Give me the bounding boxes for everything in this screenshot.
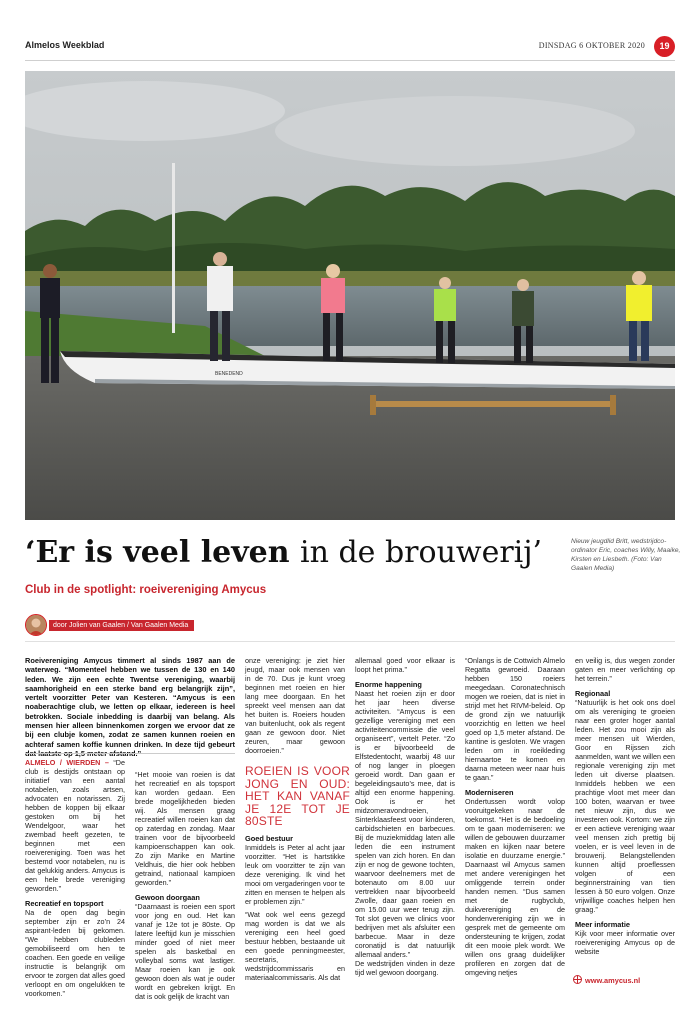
globe-icon — [573, 975, 582, 984]
headline-light-part: in de brouwerij’ — [300, 535, 543, 570]
author-avatar — [25, 614, 47, 636]
website-link[interactable] — [573, 975, 640, 985]
column-3-paragraph-2: Inmiddels is Peter al acht jaar voorzitter. “Het is hartstikke leuk om voorzitter te zijn van deze vereniging. Ik vind het mooi om vergaderingen voor te zitten en mensen te helpen als er problemen zijn.” — [245, 842, 345, 906]
website-url[interactable]: www.amycus.nl — [585, 976, 641, 985]
column-6-paragraph-3: Kijk voor meer informatie over roeivereniging Amycus op de website — [575, 929, 675, 956]
column-2-paragraph-2: “Daarnaast is roeien een sport voor jong en oud. Het kan vanaf je 12e tot je 80ste. Op latere leeftijd kun je misschien minder goed of niet meer spelen als basketbal en volleybal soms wat lastiger. Maar roeien kan je ook gewoon doen als wat je ouder wordt en gebreken krijgt. En dat is ook gelijk de kracht van — [135, 902, 235, 1001]
headline-bold-part: ‘Er is veel leven — [25, 535, 290, 570]
intro-divider — [25, 753, 235, 754]
column-6 — [575, 656, 675, 956]
subheading-regionaal: Regionaal — [575, 689, 611, 698]
pull-quote: ROEIEN IS VOOR JONG EN OUD: HET KAN VANAF JE 12E TOT JE 80STE — [245, 764, 350, 828]
article-photo — [25, 71, 675, 520]
column-6-paragraph-2: “Natuurlijk is het ook ons doel om als vereniging te groeien naar een groter hoger aantal leden. Het zou mooi zijn als meer mensen uit Wierden, Goor en Rijssen zich aanmelden, want we willen een regionale vereniging zijn met leden uit diverse plaatsen. Inmiddels hebben we een prachtige vloot met meer dan 100 boten, waarvan er twee net nieuw zijn, dus we investeren ook. Kortom: we zijn er een actieve vereniging waar veel mensen zich prettig bij voelen, er is veel leven in de brouwerij. Belangstellenden kunnen altijd proeflessen volgen of een beginnerstraining van tien lessen à 50 euro volgen. Onze vrijwillige coaches helpen hen graag.” — [575, 698, 675, 914]
page-number-badge: 19 — [654, 36, 675, 57]
column-4-paragraph-2: Naast het roeien zijn er door het jaar heen diverse activiteiten. “Amycus is een gezellige vereniging met een activiteitencommissie die veel organiseert”, vertelt Peter. “Zo is er bijvoorbeeld de Elfstedentocht, waarbij 48 uur of nog langer in ploegen geroeid wordt. Dan gaan er begeleidingsauto’s mee, dat is altijd een enorme happening. Ook is er het midzomeravondroeien, Sinterklaasfeest voor kinderen, carbidschieten en barbecues. Bij de muziekmiddag laten alle leden die een instrument spelen van zich horen. En dan zijn er nog de gewone tochten, waarvoor deelnemers met de botenauto om 8.00 uur vertrekken naar bijvoorbeeld Zwolle, daar gaan roeien en om 15.00 uur weer terug zijn. Tot slot geven we clinics voor bedrijven met als afsluiter een barbecue. Maar in deze coronatijd is dat natuurlijk allemaal anders.” — [355, 689, 455, 959]
subheading-moderniseren: Moderniseren — [465, 788, 514, 797]
subheadline: Club in de spotlight: roeivereniging Amycus — [25, 584, 267, 596]
column-3-paragraph-3: “Wat ook wel eens gezegd mag worden is dat we als vereniging een heel goed bestuur hebben, bestaande uit een goede penningmeester, secretaris, wedstrijdcommissaris en materiaalcommissaris. Als dat — [245, 909, 345, 982]
column-1-paragraph-2: Na de open dag begin september zijn er zo’n 24 aspirant-leden bij gekomen. “We hebben clubleden gemobiliseerd om hen te coachen. Een goede en veilige instructie is belangrijk om ervoor te zorgen dat alles goed verloopt en om ongelukken te voorkomen.” — [25, 908, 125, 998]
column-1-paragraph — [25, 758, 125, 893]
header-divider — [25, 60, 675, 61]
column-1 — [25, 758, 125, 998]
photo-caption: Nieuw jeugdlid Britt, wedstrijdco-ordinator Eric, coaches Willy, Maaike, Kirsten en Liesbeth. (Foto: Van Gaalen Media) — [571, 538, 681, 572]
author-name: door Jolien van Gaalen / Van Gaalen Media — [49, 620, 194, 631]
column-4-paragraph: allemaal goed voor elkaar is loopt het prima.” — [355, 656, 455, 674]
column-5-paragraph-2: Ondertussen wordt volop vooruitgekeken naar de toekomst. “Het is de bedoeling om te gaan moderniseren: we willen de gebouwen duurzamer maken en kijken naar betere isolatie en duurzame energie.” Daarnaast wil Amycus samen met andere verenigingen het omliggende terrein onder handen nemen. “Dus samen met de rugbyclub, duikvereniging en de hondenvereniging zijn we in gesprek met de gemeente om ondersteuning te krijgen, zodat dit een mooie plek wordt. We willen ons graag duidelijker profileren en zorgen dat de omgeving netjes — [465, 797, 565, 977]
byline-divider — [25, 641, 675, 642]
issue-date: DINSDAG 6 OKTOBER 2020 — [538, 41, 645, 50]
author-avatar-image — [26, 615, 46, 635]
newspaper-name: Almelos Weekblad — [25, 40, 105, 50]
headline — [25, 534, 565, 572]
subheading-recreatief: Recreatief en topsport — [25, 899, 104, 908]
column-3-paragraph: onze vereniging: je ziet hier jeugd, maar ook mensen van in de 70. Dus je kunt vroeg beginnen met roeien en hier lang mee doorgaan. En het spreekt veel mensen aan dat het buiten is. Roeiers houden van buitenlucht, ook als regent gaan ze gewoon door. Niet zeuren, maar gewoon doorroeien.” — [245, 656, 345, 755]
subheading-gewoon-doorgaan: Gewoon doorgaan — [135, 893, 200, 902]
column-2-paragraph: “Het mooie van roeien is dat het recreatief en als topsport kan worden gedaan. Een brede mogelijkheden bieden wij. Als mensen graag recreatief willen roeien kan dat op zaterdag en zondag. Maar trainen voor de bijvoorbeeld kampioenschappen kan ook. Zo zijn Marike en Martine Veldhuis, die hier ook hebben getraind, nationaal kampioen geworden.” — [135, 770, 235, 887]
subheading-enorme-happening: Enorme happening — [355, 680, 422, 689]
column-1-text: “De club is destijds ontstaan op initiatief van een aantal notabelen, zoals artsen, advocaten en notarissen. Zij hebben de koppen bij elkaar gestoken om bij het Wendelgoor, waar het zwembad heeft gezeten, te beginnen met een roeivereniging. Toen was het bestemd voor notabelen, nu is dat gelukkig anders. Amycus is een hele brede vereniging geworden.” — [25, 758, 125, 893]
column-2 — [135, 770, 235, 1001]
byline — [25, 614, 675, 636]
subheading-meer-informatie: Meer informatie — [575, 920, 631, 929]
page-header — [25, 36, 675, 58]
subheading-goed-bestuur: Goed bestuur — [245, 833, 294, 843]
dateline: ALMELO / WIERDEN – — [25, 758, 109, 767]
column-4 — [355, 656, 455, 977]
rowing-club-photo — [25, 71, 675, 520]
column-3 — [245, 656, 350, 982]
column-5 — [465, 656, 565, 977]
column-6-paragraph: en veilig is, dus wegen zonder gaten en meer verlichting op het terrein.” — [575, 656, 675, 683]
intro-paragraph: Roeivereniging Amycus timmert al sinds 1987 aan de waterweg. “Momenteel hebben we tussen de 130 en 140 leden. We zijn een echte Twentse vereniging, waarbij saamhorigheid en een sterke band erg belangrijk zijn”, vertelt voorzitter Peter van Kesteren. “Amycus is een noaberachtige club, we letten op elkaar, iedereen is heel betrokken. Sociale inbedding is daarbij van belang. Als mensen hier alleen binnenkomen zorgen we ervoor dat ze bij een clubje komen, zodat ze samen kunnen roeien en achteraf samen koffie kunnen drinken. In deze tijd gebeurt — [25, 656, 235, 749]
column-4-paragraph-3: De wedstrijden vinden in deze tijd wel gewoon doorgang. — [355, 959, 455, 977]
boat-name: BENEDEND — [215, 371, 243, 377]
column-5-paragraph: “Onlangs is de Cottwich Almelo Regatta gewroeid. Daaraan hebben 150 roeiers meegedaan. Coronatechnisch mogen we roeien, dat is niet in strijd met het RIVM-beleid. Op de grond zijn we natuurlijk voorzichtig en letten we heel goed op 1,5 meter afstand. De kantine is gesloten. We vragen leden om in roeikleding hiernaartoe te komen en daarna meteen weer naar huis te gaan.” — [465, 656, 565, 782]
